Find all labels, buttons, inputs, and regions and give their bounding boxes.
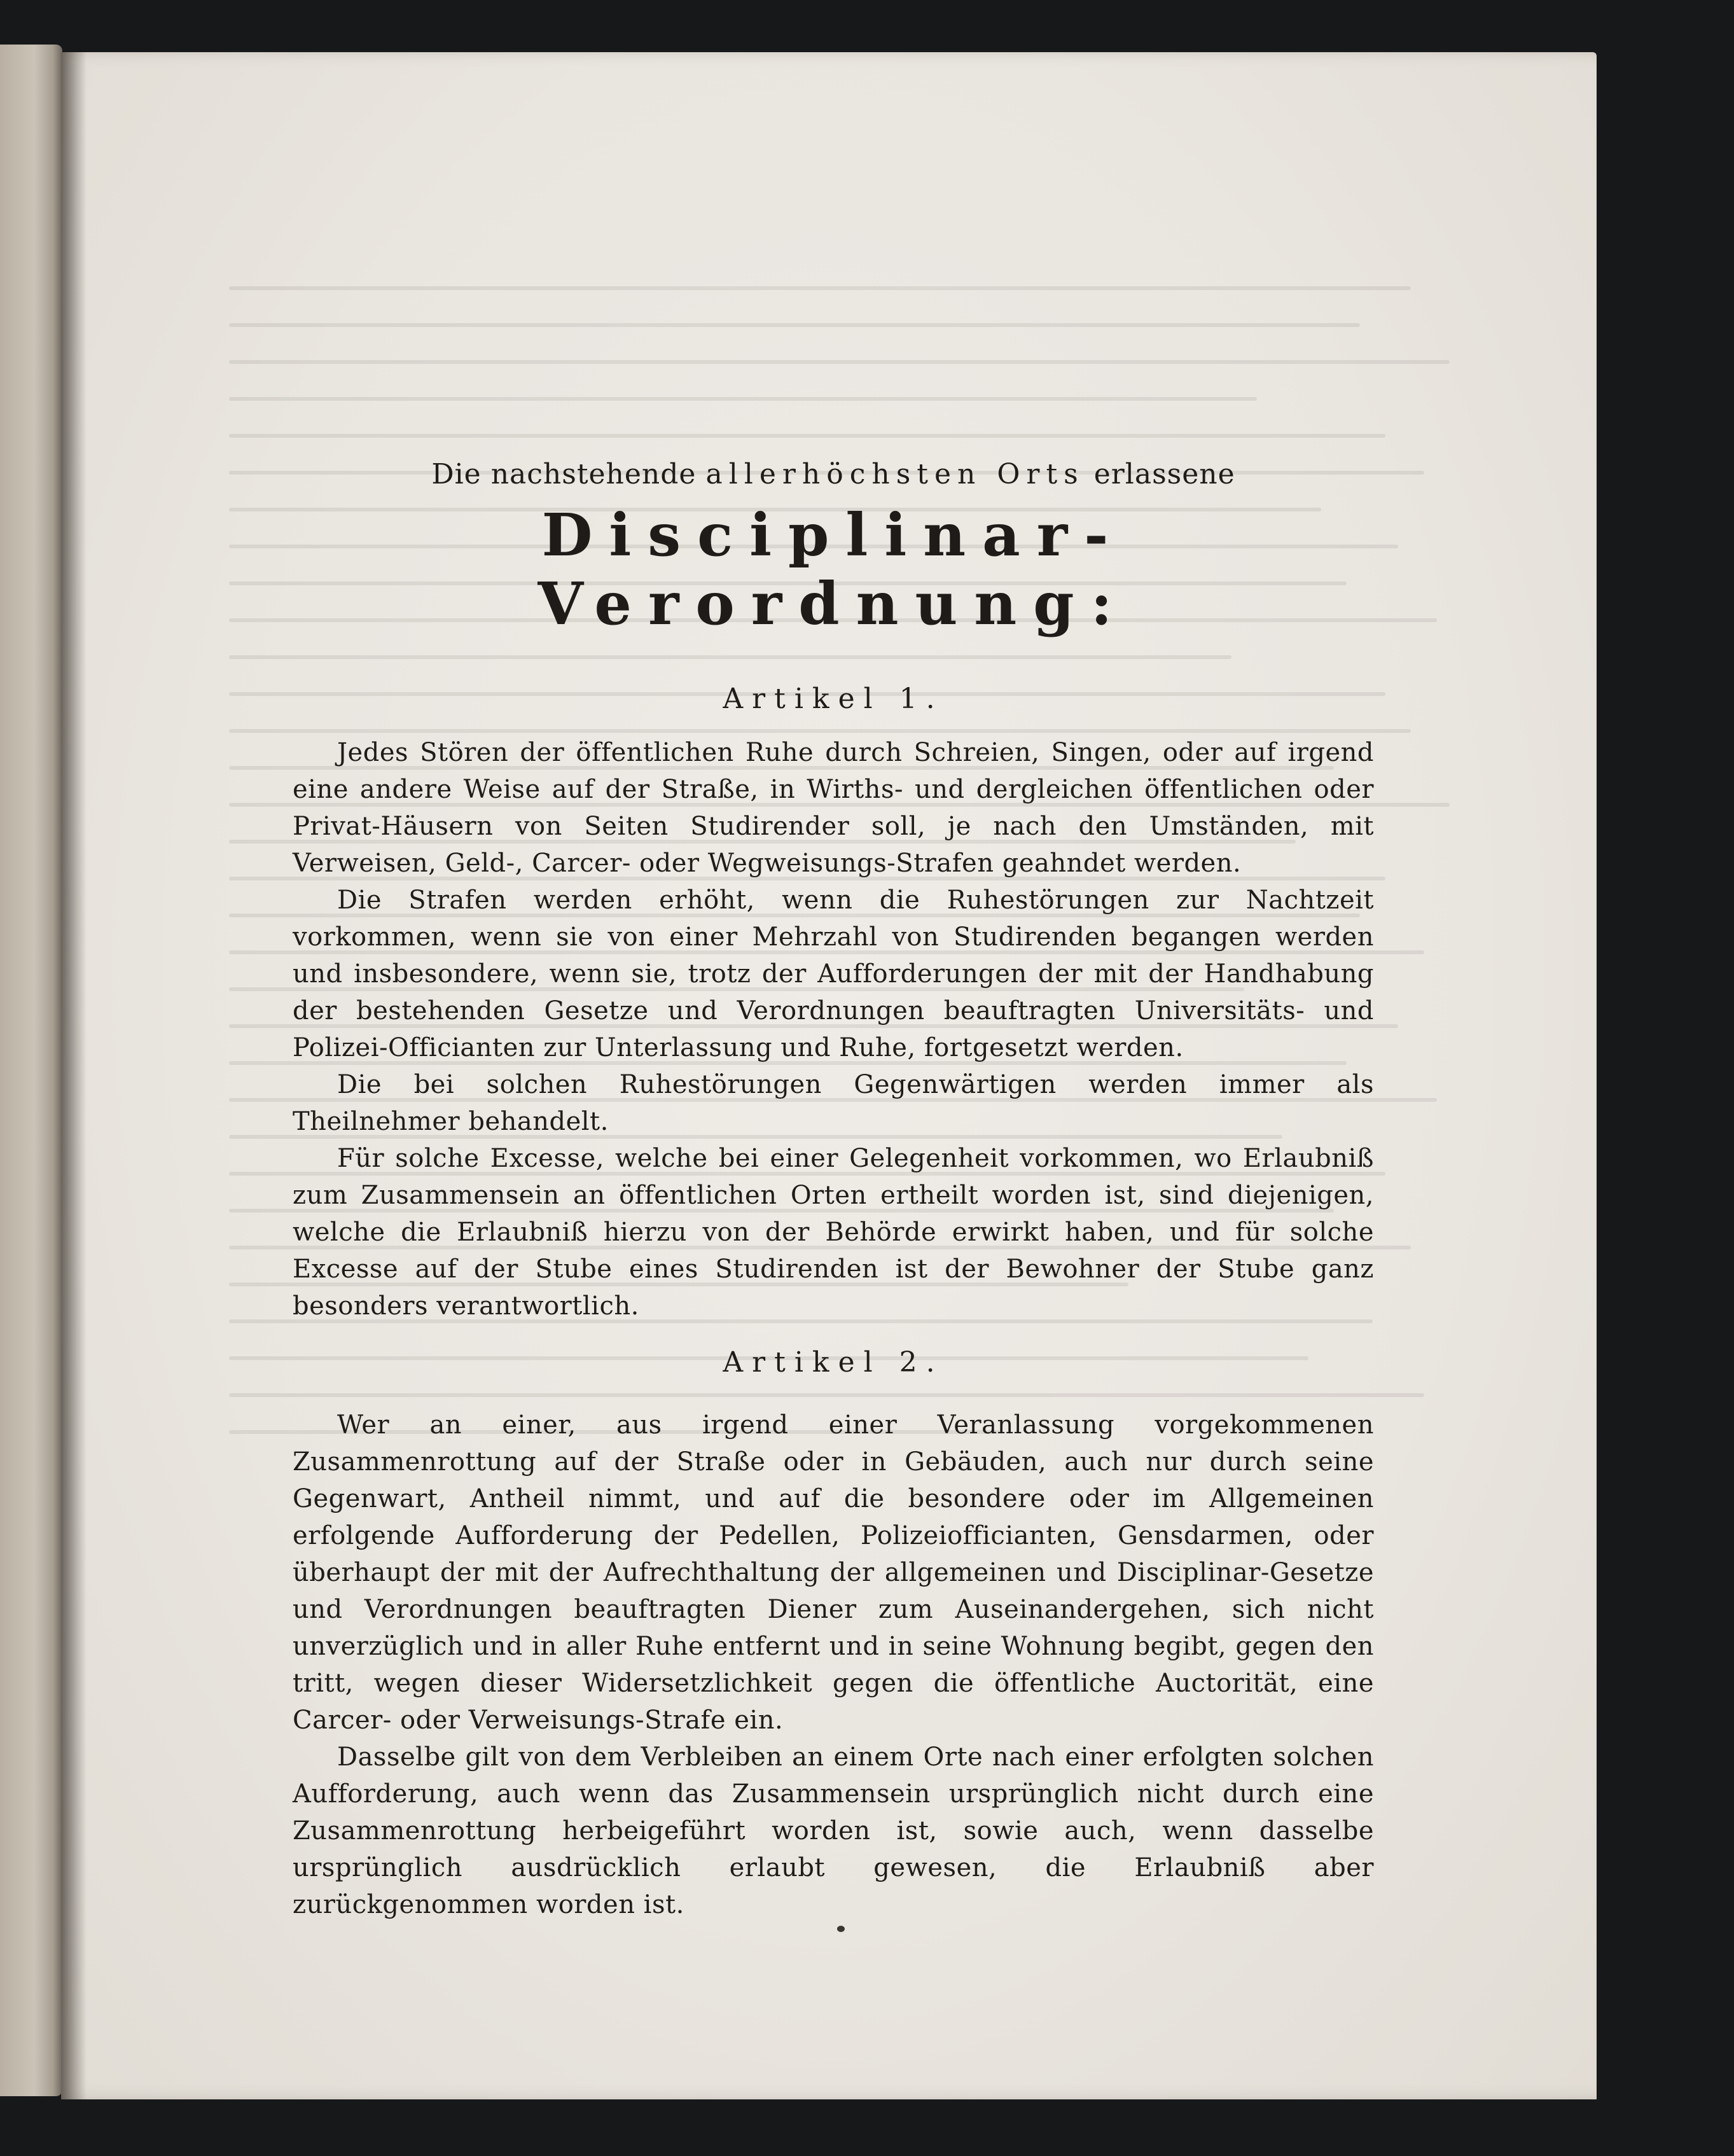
paragraph: Die Strafen werden erhöht, wenn die Ruhestörungen zur Nachtzeit vorkommen, wenn sie von einer Mehrzahl von Studirenden begangen werden und insbesondere, wenn sie, trotz der Aufforderungen der mit der Handhabung der bestehenden Gesetze und Verordnungen beauftragten Universitäts- und Polizei-Officianten zur Unterlassung und Ruhe, fortgesetzt werden.: [293, 886, 1374, 1062]
intro-part-2: allerhöchsten Orts: [705, 458, 1085, 490]
paragraph: Für solche Excesse, welche bei einer Gelegenheit vorkommen, wo Erlaubniß zum Zusammensein an öffentlichen Orten ertheilt worden ist, sind diejenigen, welche die Erlaubniß hierzu von der Behörde erwirkt haben, und für solche Excesse auf der Stube eines Studirenden ist der Bewohner der Stube ganz besonders verantwortlich.: [293, 1144, 1374, 1321]
article-1: [293, 683, 1374, 1325]
document-title: Disciplinar-Verordnung:: [538, 501, 1129, 638]
facing-page-edge: [0, 45, 62, 2096]
paragraph: Jedes Stören der öffentlichen Ruhe durch Schreien, Singen, oder auf irgend eine andere Weise auf der Straße, in Wirths- und dergleichen öffentlichen oder Privat-Häusern von Seiten Studirender soll, je nach den Umständen, mit Verweisen, Geld-, Carcer- oder Wegweisungs-Strafen geahndet werden.: [293, 738, 1374, 878]
paragraph: Wer an einer, aus irgend einer Veranlassung vorgekommenen Zusammenrottung auf der Straße oder in Gebäuden, auch nur durch seine Gegenwart, Antheil nimmt, und auf die besondere oder im Allgemeinen erfolgende Aufforderung der Pedellen, Polizeiofficianten, Gensdarmen, oder überhaupt der mit der Aufrechthaltung der allgemeinen und Disciplinar-Gesetze und Verordnungen beauftragten Diener zum Auseinandergehen, sich nicht unverzüglich und in aller Ruhe entfernt und in seine Wohnung begibt, gegen den tritt, wegen dieser Widersetzlichkeit gegen die öffentliche Auctorität, eine Carcer- oder Verweisungs-Strafe ein.: [293, 1410, 1374, 1735]
intro-part-3: erlassene: [1084, 458, 1235, 490]
paragraph: Die bei solchen Ruhestörungen Gegenwärtigen werden immer als Theilnehmer behandelt.: [293, 1070, 1374, 1136]
article-2: [293, 1346, 1374, 1923]
intro-line: [293, 458, 1374, 490]
article-heading: Artikel 1.: [723, 683, 944, 715]
page-text: [293, 458, 1374, 1923]
paragraph: Dasselbe gilt von dem Verbleiben an einem Orte nach einer erfolgten solchen Aufforderung, auch wenn das Zusammensein ursprünglich nicht durch eine Zusammenrottung herbeigeführt worden ist, sowie auch, wenn dasselbe ursprünglich ausdrücklich erlaubt gewesen, die Erlaubniß aber zurückgenommen worden ist.: [293, 1742, 1374, 1919]
ink-dot: [837, 1926, 845, 1932]
article-heading: Artikel 2.: [723, 1346, 944, 1379]
intro-part-1: Die nachstehende: [431, 458, 706, 490]
gutter-shadow: [61, 52, 87, 2099]
